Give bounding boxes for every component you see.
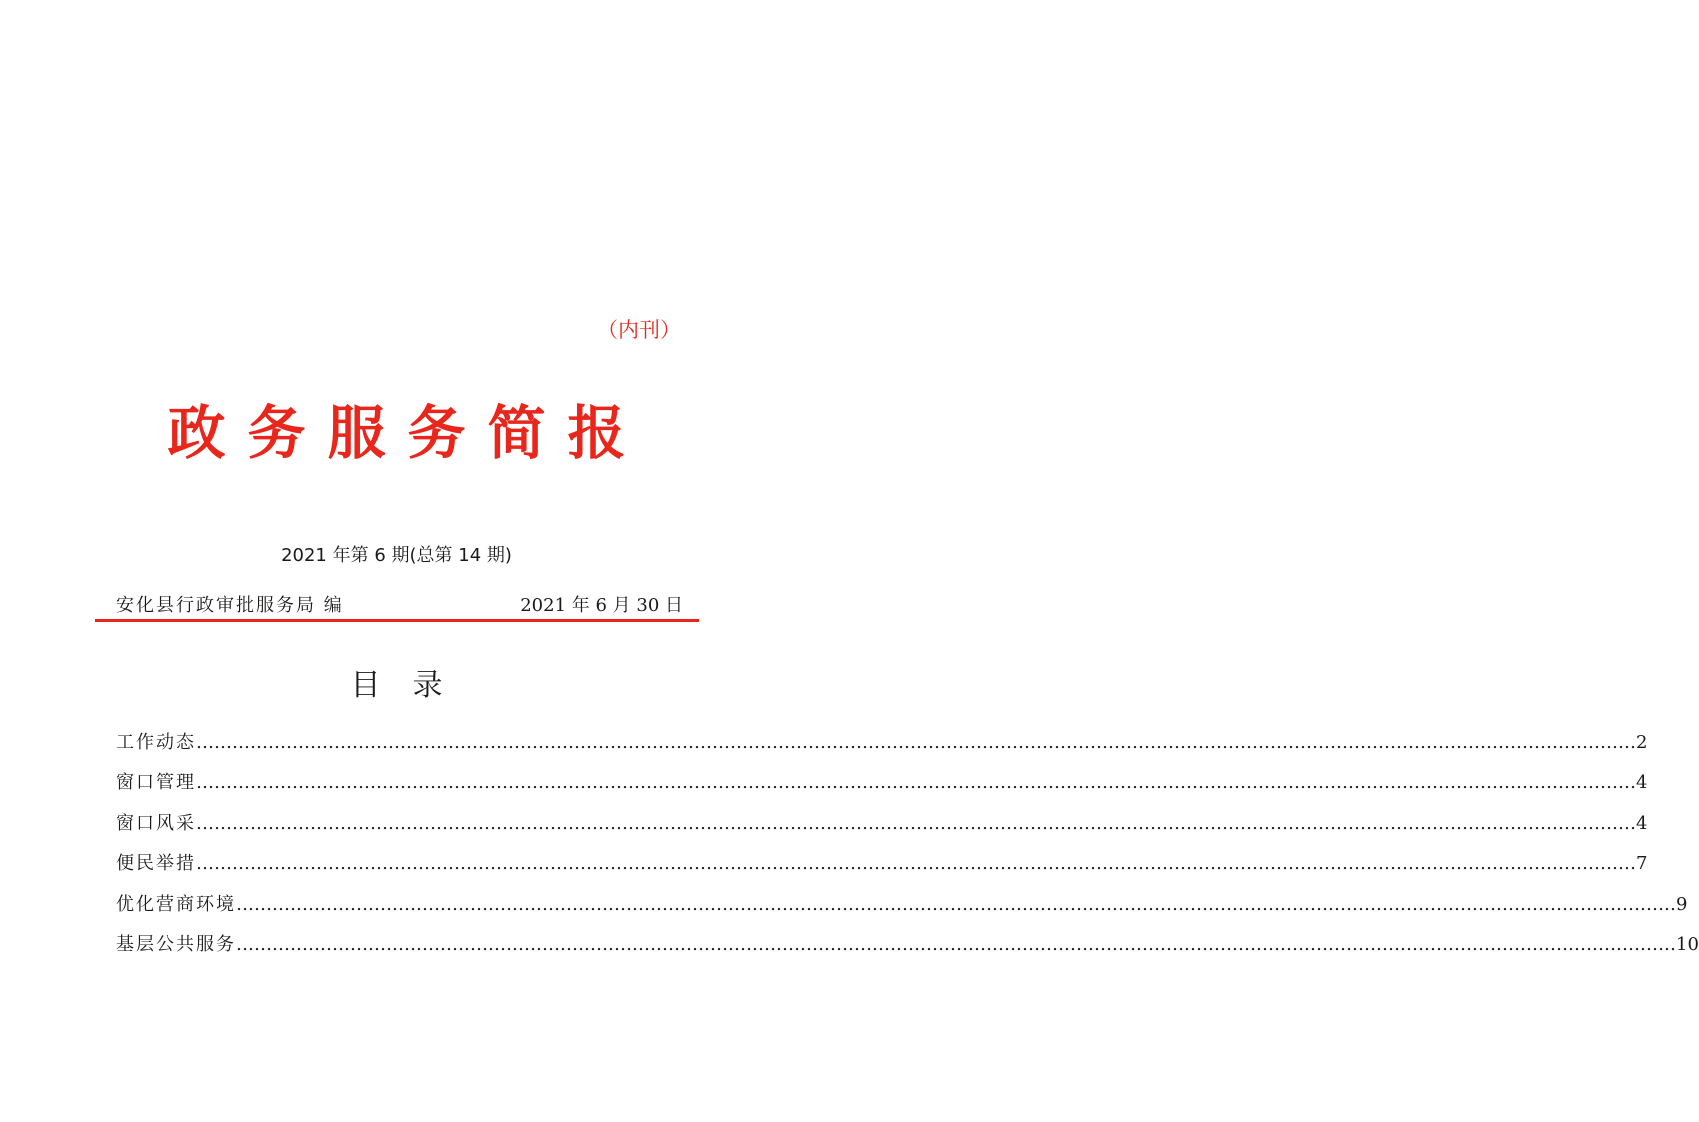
toc-entry-page: 10 bbox=[1676, 933, 1699, 955]
toc-entry-label: 工作动态 bbox=[116, 732, 196, 753]
toc-leader-dots: …………………………………………………………………………………………………………………………………………………………………………………………………………………… bbox=[196, 853, 1636, 875]
toc-entry[interactable] bbox=[116, 809, 1648, 849]
toc-leader-dots: …………………………………………………………………………………………………………………………………………………………………………………………………………………… bbox=[236, 933, 1676, 955]
toc-leader-dots: …………………………………………………………………………………………………………………………………………………………………………………………………………………… bbox=[196, 772, 1636, 794]
toc-entry-label: 窗口风采 bbox=[116, 812, 196, 834]
toc-leader-dots: …………………………………………………………………………………………………………………………………………………………………………………………………………………… bbox=[236, 893, 1676, 915]
toc-entry-label: 优化营商环境 bbox=[116, 893, 236, 915]
toc-leader-dots: …………………………………………………………………………………………………………………………………………………………………………………………………………………… bbox=[196, 812, 1636, 834]
editor-line: 安化县行政审批服务局 编 bbox=[116, 595, 344, 616]
toc-entry-label: 基层公共服务 bbox=[116, 933, 236, 955]
toc-entry-label: 窗口管理 bbox=[116, 772, 196, 794]
issue-number: 2021 年第 6 期(总第 14 期) bbox=[281, 545, 512, 566]
toc-entry[interactable] bbox=[116, 768, 1648, 808]
masthead-title: 政务服务简报 bbox=[167, 399, 648, 467]
toc-entry[interactable] bbox=[116, 849, 1648, 889]
toc-entry[interactable] bbox=[116, 890, 1688, 930]
toc-leader-dots: …………………………………………………………………………………………………………………………………………………………………………………………………………………… bbox=[196, 732, 1636, 753]
red-divider-rule bbox=[95, 619, 699, 622]
toc-entry-page: 9 bbox=[1676, 893, 1688, 915]
toc-entry-page: 4 bbox=[1636, 812, 1648, 834]
publish-date: 2021 年 6 月 30 日 bbox=[520, 595, 683, 616]
internal-publication-label: （内刊） bbox=[597, 318, 681, 342]
toc-entry-page: 4 bbox=[1636, 772, 1648, 794]
toc-entry-page: 2 bbox=[1636, 732, 1648, 753]
toc-entry[interactable] bbox=[116, 930, 1699, 970]
toc-title: 目录 bbox=[350, 668, 475, 703]
table-of-contents bbox=[116, 728, 1699, 970]
toc-entry-page: 7 bbox=[1636, 853, 1648, 875]
toc-entry[interactable] bbox=[116, 728, 1648, 768]
toc-entry-label: 便民举措 bbox=[116, 853, 196, 875]
